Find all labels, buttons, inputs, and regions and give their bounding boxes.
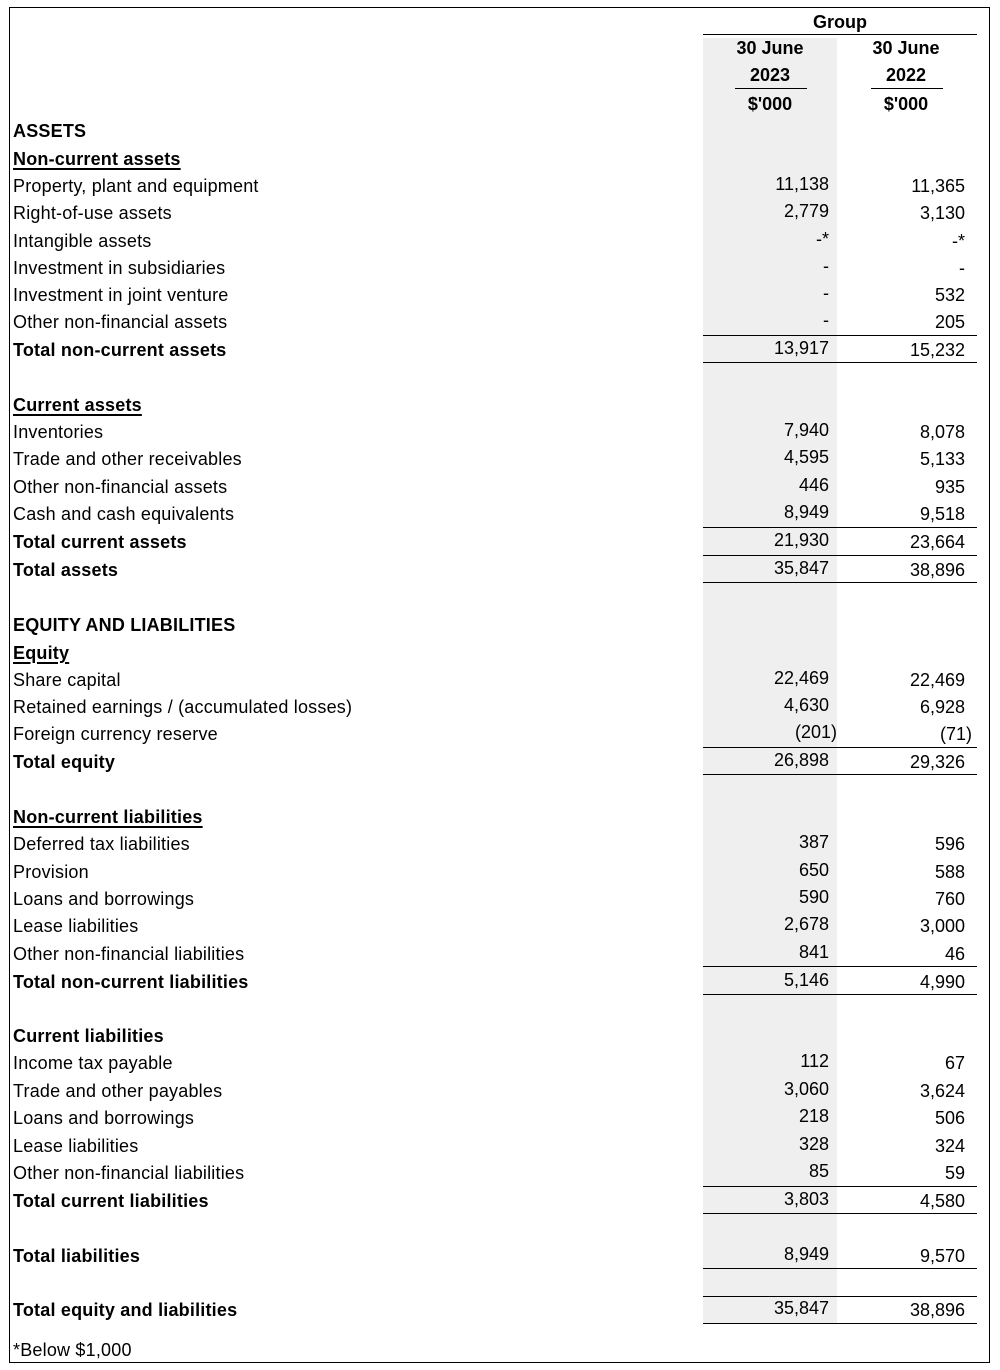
row-label: Income tax payable [13, 1053, 173, 1073]
rule [703, 1213, 977, 1214]
value-2023: (201) [794, 722, 837, 742]
row-label: ASSETS [13, 121, 87, 141]
row-label: Provision [13, 862, 89, 882]
row-label: Inventories [13, 422, 104, 442]
value-2022: - [959, 258, 965, 278]
value-2023: 446 [798, 475, 829, 495]
value-2022: 46 [944, 944, 965, 964]
value-2022: 38,896 [909, 1300, 965, 1320]
value-2022: 760 [934, 889, 965, 909]
value-2022: 506 [934, 1108, 965, 1128]
row-label: Total liabilities [13, 1246, 141, 1266]
rule [703, 1186, 977, 1187]
row-label: Non-current liabilities [13, 807, 203, 827]
col-2022-unit: $'000 [883, 94, 929, 114]
col-2022-label: 30 June [872, 38, 940, 58]
row-label: Loans and borrowings [13, 1108, 195, 1128]
value-2022: 324 [934, 1136, 965, 1156]
value-2023: 8,949 [783, 1244, 829, 1264]
row-label: Property, plant and equipment [13, 176, 259, 196]
row-label: Total non-current liabilities [13, 972, 249, 992]
value-2022: 6,928 [919, 697, 965, 717]
value-2023: 3,060 [783, 1079, 829, 1099]
row-label: Foreign currency reserve [13, 724, 218, 744]
value-2022: 38,896 [909, 560, 965, 580]
value-2022: 29,326 [909, 752, 965, 772]
row-label: Total non-current assets [13, 340, 227, 360]
value-2023: 7,940 [783, 420, 829, 440]
value-2023: 35,847 [773, 1298, 829, 1318]
value-2023: 218 [798, 1106, 829, 1126]
row-label: EQUITY AND LIABILITIES [13, 615, 236, 635]
value-2022: 588 [934, 862, 965, 882]
rule [703, 1296, 977, 1297]
col-2023-year: 2023 [749, 65, 791, 85]
row-label: Other non-financial assets [13, 312, 228, 332]
value-2023: 650 [798, 860, 829, 880]
rule [703, 774, 977, 775]
row-label: Non-current assets [13, 149, 181, 169]
rule [703, 1323, 977, 1324]
rule [703, 994, 977, 995]
value-2023: 13,917 [773, 338, 829, 358]
value-2022: 3,130 [919, 203, 965, 223]
value-2022: 205 [934, 312, 965, 332]
row-label: Loans and borrowings [13, 889, 195, 909]
row-label: Current liabilities [13, 1026, 164, 1046]
rule [703, 527, 977, 528]
row-label: Right-of-use assets [13, 203, 172, 223]
value-2023: 85 [808, 1161, 829, 1181]
value-2023: -* [816, 229, 829, 249]
row-label: Intangible assets [13, 231, 152, 251]
value-2023: 841 [798, 942, 829, 962]
value-2022: 15,232 [909, 340, 965, 360]
value-2023: 8,949 [783, 502, 829, 522]
value-2023: 11,138 [775, 174, 829, 194]
row-label: Other non-financial liabilities [13, 944, 245, 964]
value-2022: 8,078 [919, 422, 965, 442]
value-2022: 596 [934, 834, 965, 854]
value-2023: 4,595 [783, 447, 829, 467]
value-2023: 328 [798, 1134, 829, 1154]
value-2023: 112 [800, 1051, 829, 1071]
value-2022: 22,469 [909, 670, 965, 690]
col-2023-unit-rule [735, 88, 807, 89]
value-2022: 23,664 [909, 532, 965, 552]
value-2022: 9,570 [919, 1246, 965, 1266]
value-2022: 59 [944, 1163, 965, 1183]
value-2023: 2,678 [783, 914, 829, 934]
value-2022: 532 [934, 285, 965, 305]
value-2022: 3,624 [919, 1081, 965, 1101]
col-2023-unit: $'000 [747, 94, 793, 114]
value-2023: - [823, 283, 829, 303]
value-2022: 935 [934, 477, 965, 497]
row-label: Total current assets [13, 532, 187, 552]
row-label: Trade and other receivables [13, 449, 242, 469]
row-label: Deferred tax liabilities [13, 834, 190, 854]
value-2023: - [823, 310, 829, 330]
row-label: Trade and other payables [13, 1081, 223, 1101]
rule [703, 747, 977, 748]
row-label: Other non-financial liabilities [13, 1163, 245, 1183]
value-2023: 3,803 [783, 1189, 829, 1209]
col-2023-label: 30 June [736, 38, 804, 58]
value-2023: 2,779 [783, 201, 829, 221]
value-2023: 35,847 [773, 558, 829, 578]
rule [703, 335, 977, 336]
rule [703, 582, 977, 583]
row-label: Investment in subsidiaries [13, 258, 226, 278]
value-2022: 4,990 [919, 972, 965, 992]
value-2022: 9,518 [919, 504, 965, 524]
row-label: Cash and cash equivalents [13, 504, 235, 524]
row-label: Total current liabilities [13, 1191, 209, 1211]
row-label: Share capital [13, 670, 121, 690]
row-label: Total equity [13, 752, 116, 772]
rule [703, 362, 977, 363]
row-label: Lease liabilities [13, 1136, 139, 1156]
value-2023: - [823, 256, 829, 276]
value-2023: 4,630 [783, 695, 829, 715]
value-2022: 67 [944, 1053, 965, 1073]
value-2023: 387 [798, 832, 829, 852]
value-2022: (71) [939, 724, 972, 744]
rule [703, 555, 977, 556]
row-label: Investment in joint venture [13, 285, 229, 305]
value-2022: 5,133 [919, 449, 965, 469]
value-2022: -* [952, 231, 965, 251]
row-label: Lease liabilities [13, 916, 139, 936]
group-header-rule [703, 34, 977, 35]
row-label: Total equity and liabilities [13, 1300, 238, 1320]
row-label: Retained earnings / (accumulated losses) [13, 697, 353, 717]
rule [703, 966, 977, 967]
value-2022: 3,000 [919, 916, 965, 936]
value-2022: 4,580 [919, 1191, 965, 1211]
group-header: Group [813, 12, 867, 32]
value-2023: 590 [798, 887, 829, 907]
value-2023: 5,146 [783, 970, 829, 990]
value-2023: 26,898 [773, 750, 829, 770]
rule [703, 1268, 977, 1269]
row-label: Total assets [13, 560, 119, 580]
footnote: *Below $1,000 [13, 1340, 132, 1360]
value-2023: 22,469 [773, 668, 829, 688]
row-label: Current assets [13, 395, 142, 415]
value-2023: 21,930 [773, 530, 829, 550]
value-2022: 11,365 [911, 176, 965, 196]
col-2022-year: 2022 [885, 65, 927, 85]
row-label: Equity [13, 643, 70, 663]
row-label: Other non-financial assets [13, 477, 228, 497]
col-2022-unit-rule [871, 88, 943, 89]
